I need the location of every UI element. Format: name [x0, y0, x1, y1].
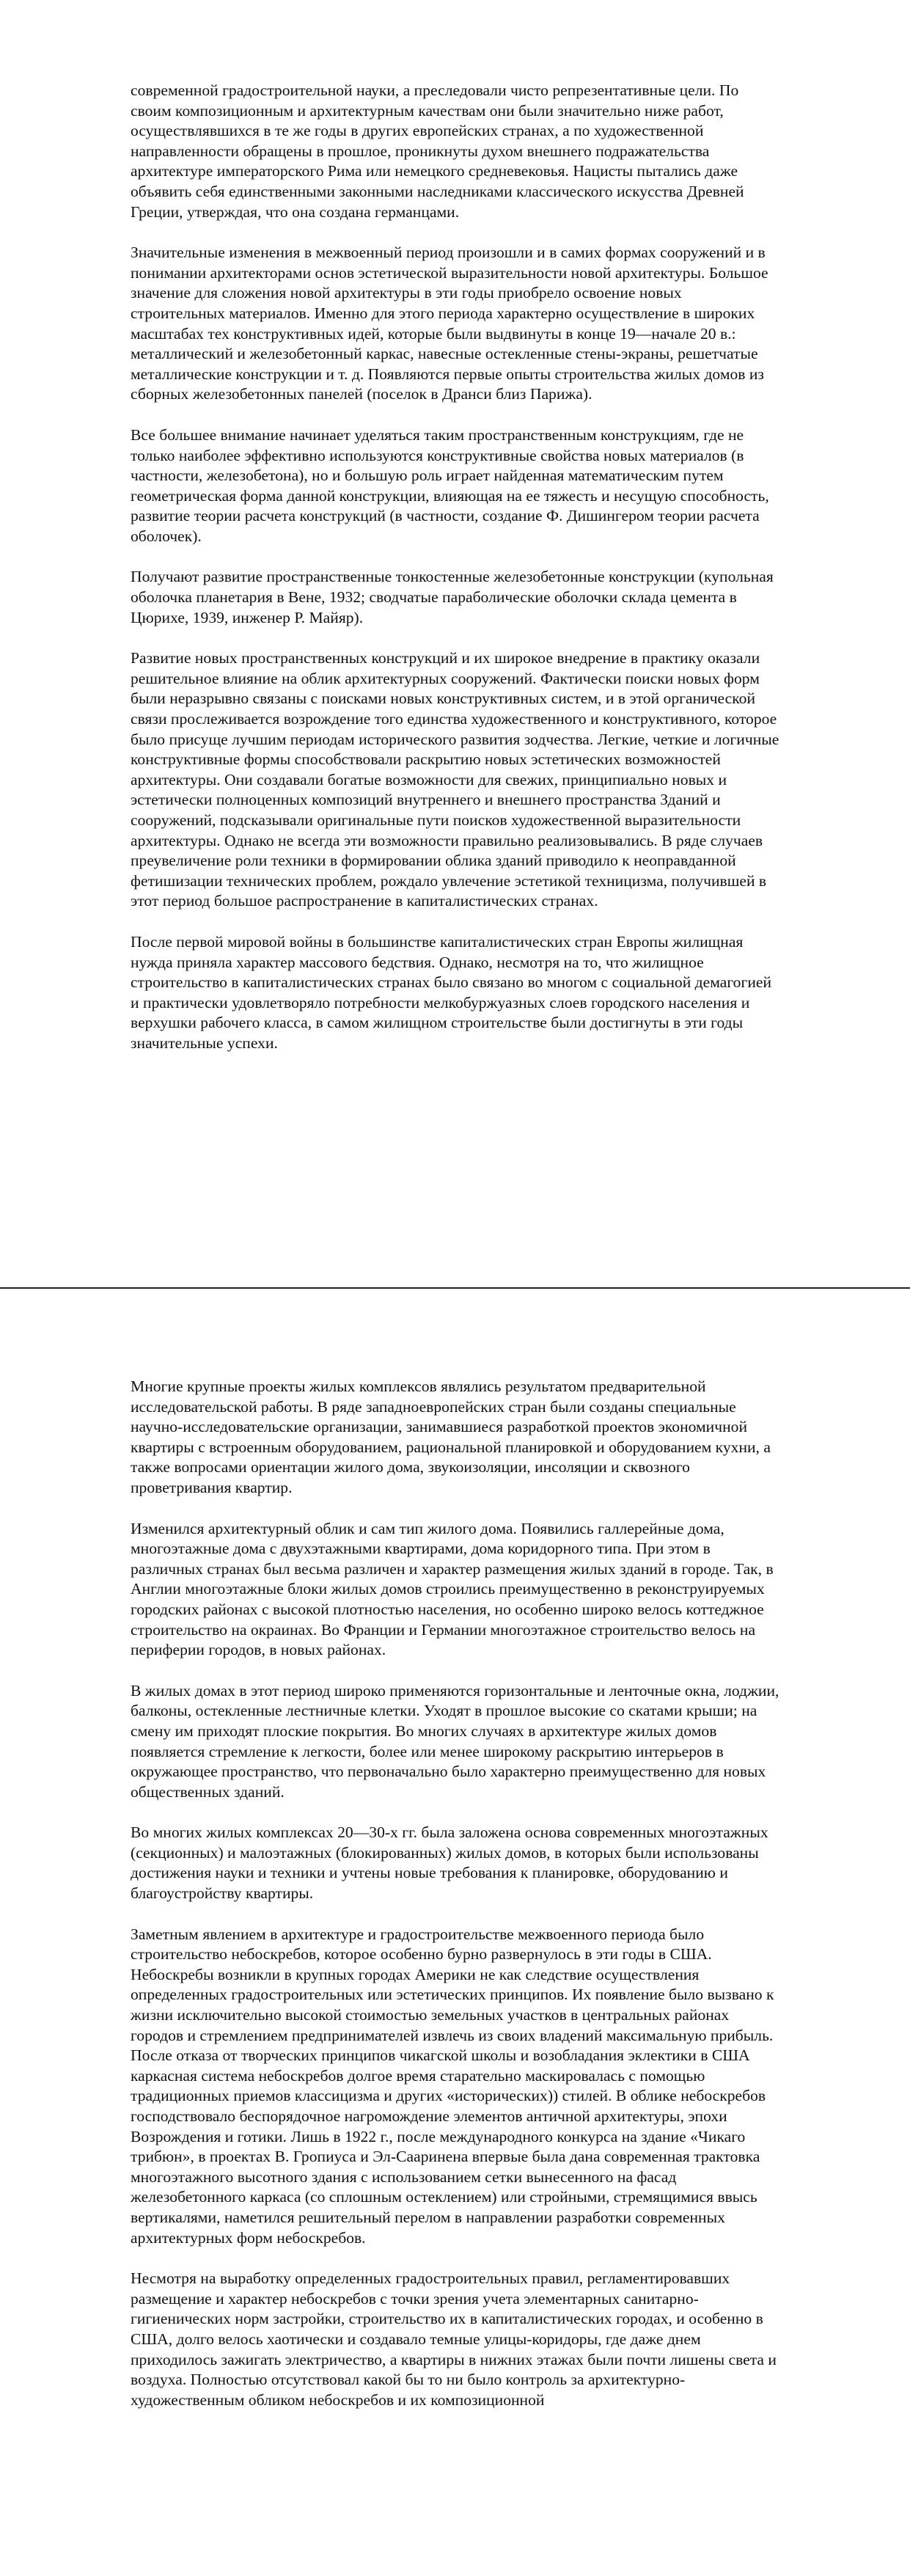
paragraph: современной градостроительной науки, а преследовали чисто репрезентативные цели. По своим композиционным и архитектурным качествам они были значительно ниже работ, осуществлявшихся в те же годы в других европейских странах, а по художественной направленности обращены в прошлое, проникнуты духом внешнего подражательства архитектуре императорского Рима или немецкого средневековья. Нацисты пытались даже объявить себя единственными законными наследниками классического искусства Древней Греции, утверждая, что она создана германцами.: [131, 81, 744, 221]
page-1-text: [131, 81, 779, 1075]
paragraph: Во многих жилых комплексах 20—30-х гг. была заложена основа современных многоэтажных (секционных) и малоэтажных (блокированных) жилых домов, в которых были использованы достижения науки и техники и учтены новые требования к планировке, оборудованию и благоустройству квартиры.: [131, 1823, 768, 1903]
page-1: [0, 0, 910, 1287]
paragraph: Развитие новых пространственных конструкций и их широкое внедрение в практику оказали решительное влияние на облик архитектурных сооружений. Фактически поиски новых форм были неразрывно связаны с поисками новых конструктивных систем, и в этой органической связи прослеживается возрождение того единства художественного и конструктивного, которое было присуще лучшим периодам исторического развития зодчества. Легкие, четкие и логичные конструктивные формы способствовали раскрытию новых эстетических возможностей архитектуры. Они создавали богатые возможности для свежих, принципиально новых и эстетически полноценных композиций внутреннего и внешнего пространства Зданий и сооружений, подсказывали оригинальные пути поисков художественной выразительности архитектуры. Однако не всегда эти возможности правильно реализовывались. В ряде случаев преувеличение роли техники в формировании облика зданий приводило к неоправданной фетишизации технических проблем, рождало увлечение эстетикой техницизма, получившей в этот период большое распространение в капиталистических странах.: [131, 649, 779, 910]
paragraph: В жилых домах в этот период широко применяются горизонтальные и ленточные окна, лоджии, балконы, остекленные лестничные клетки. Уходят в прошлое высокие со скатами крыши; на смену им приходят плоские покрытия. Во многих случаях в архитектуре жилых домов появляется стремление к легкости, более или менее широкому раскрытию интерьеров в окружающее пространство, что первоначально было характерно преимущественно для новых общественных зданий.: [131, 1681, 779, 1801]
paragraph: Все большее внимание начинает уделяться таким пространственным конструкциям, где не только наиболее эффективно используются конструктивные свойства новых материалов (в частности, железобетона), но и большую роль играет найденная математическим путем геометрическая форма данной конструкции, влияющая на ее тяжесть и несущую способность, развитие теории расчета конструкций (в частности, создание Ф. Дишингером теории расчета оболочек).: [131, 425, 769, 545]
paragraph: Несмотря на выработку определенных градостроительных правил, регламентировавших размещение и характер небоскребов с точки зрения учета элементарных санитарно-гигиенических норм застройки, строительство их в капиталистических городах, и особенно в США, долго велось хаотически и создавало темные улицы-коридоры, где даже днем приходилось зажигать электричество, а квартиры в нижних этажах были почти лишены света и воздуха. Полностью отсутствовал какой бы то ни было контроль за архитектурно-художественным обликом небоскребов и их композиционной: [131, 2269, 777, 2409]
paragraph: Получают развитие пространственные тонкостенные железобетонные конструкции (купольная оболочка планетария в Вене, 1932; сводчатые параболические оболочки склада цемента в Цюрихе, 1939, инженер Р. Майяр).: [131, 568, 774, 626]
paragraph: После первой мировой войны в большинстве капиталистических стран Европы жилищная нужда приняла характер массового бедствия. Однако, несмотря на то, что жилищное строительство в капиталистических странах было связано во многом с социальной демагогией и практически удовлетворяло потребности мелкобуржуазных слоев городского населения и верхушки рабочего класса, в самом жилищном строительстве были достигнуты в эти годы значительные успехи.: [131, 932, 772, 1052]
paragraph: Значительные изменения в межвоенный период произошли и в самих формах сооружений и в понимании архитекторами основ эстетической выразительности новой архитектуры. Большое значение для сложения новой архитектуры в эти годы приобрело освоение новых строительных материалов. Именно для этого периода характерно осуществление в широких масштабах тех конструктивных идей, которые были выдвинуты в конце 19—начале 20 в.: металлический и железобетонный каркас, навесные остекленные стены-экраны, решетчатые металлические конструкции и т. д. Появляются первые опыты строительства жилых домов из сборных железобетонных панелей (поселок в Дранси близ Парижа).: [131, 244, 768, 403]
paragraph: Многие крупные проекты жилых комплексов являлись результатом предварительной исследовательской работы. В ряде западноевропейских стран были созданы специальные научно-исследовательские организации, занимавшиеся разработкой проектов экономичной квартиры с встроенным оборудованием, рациональной планировкой и оборудованием кухни, а также вопросами ориентации жилого дома, звукоизоляции, инсоляции и сквозного проветривания квартир.: [131, 1377, 771, 1496]
paragraph: Изменился архитектурный облик и сам тип жилого дома. Появились галлерейные дома, многоэтажные дома с двухэтажными квартирами, дома коридорного типа. При этом в различных странах был весьма различен и характер размещения жилых зданий в городе. Так, в Англии многоэтажные блоки жилых домов строились преимущественно в реконструируемых городских районах с высокой плотностью населения, но особенно широко велось коттеджное строительство на окраинах. Во Франции и Германии многоэтажное строительство велось на периферии городов, в новых районах.: [131, 1519, 774, 1659]
page-2: [0, 1287, 910, 2576]
paragraph: Заметным явлением в архитектуре и градостроительстве межвоенного периода было строительство небоскребов, которое особенно бурно развернулось в эти годы в США. Небоскребы возникли в крупных городах Америки не как следствие осуществления определенных градостроительных или эстетических принципов. Их появление было вызвано к жизни исключительно высокой стоимостью земельных участков в центральных районах городов и стремлением предпринимателей извлечь из своих владений максимальную прибыль. После отказа от творческих принципов чикагской школы и возобладания эклектики в США каркасная система небоскребов долгое время старательно маскировалась с помощью традиционных приемов классицизма и других «исторических)) стилей. В облике небоскребов господствовало беспорядочное нагромождение элементов античной архитектуры, эпохи Возрождения и готики. Лишь в 1922 г., после международного конкурса на здание «Чикаго трибюн», в проектах В. Гропиуса и Эл-Сааринена впервые была дана современная трактовка многоэтажного высотного здания с использованием сетки вынесенного на фасад железобетонного каркаса (со сплошным остеклением) или стройными, стремящимися ввысь вертикалями, наметился решительный перелом в направлении разработки современных архитектурных форм небоскребов.: [131, 1925, 774, 2247]
page-2-text: [131, 1377, 779, 2431]
